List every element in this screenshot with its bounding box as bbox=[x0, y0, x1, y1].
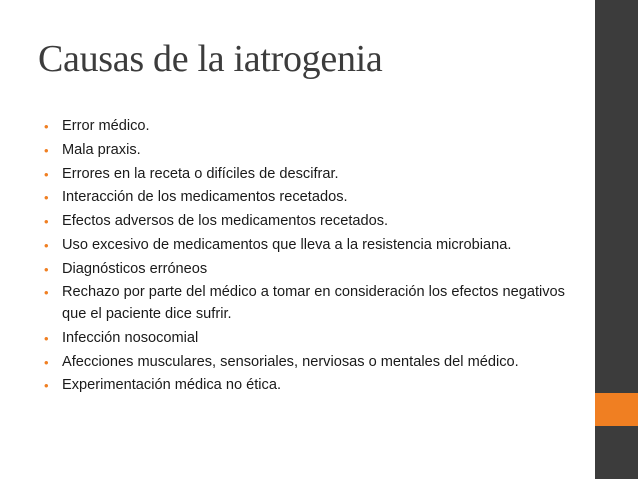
bullet-item bbox=[44, 235, 584, 257]
bullet-item bbox=[44, 259, 584, 281]
bullet-dot-icon: • bbox=[44, 261, 49, 277]
bullet-dot-icon: • bbox=[44, 142, 49, 158]
bullet-list bbox=[44, 116, 584, 399]
side-bar-accent bbox=[595, 393, 638, 426]
bullet-text: Experimentación médica no ética. bbox=[62, 377, 282, 394]
bullet-item bbox=[44, 211, 584, 233]
bullet-dot-icon: • bbox=[44, 237, 49, 253]
bullet-text: Mala praxis. bbox=[62, 141, 141, 158]
bullet-text: Interacción de los medicamentos recetados. bbox=[62, 189, 348, 206]
bullet-item bbox=[44, 282, 584, 325]
bullet-dot-icon: • bbox=[44, 354, 49, 370]
bullet-item bbox=[44, 164, 584, 186]
bullet-text: Rechazo por parte del médico a tomar en consideración los efectos negativos que el paciente dice sufrir. bbox=[62, 284, 565, 323]
bullet-text: Error médico. bbox=[62, 118, 150, 134]
bullet-dot-icon: • bbox=[44, 166, 49, 182]
bullet-text: Errores en la receta o difíciles de descifrar. bbox=[62, 165, 339, 182]
bullet-item bbox=[44, 375, 584, 397]
bullet-dot-icon: • bbox=[44, 330, 49, 346]
bullet-item bbox=[44, 352, 584, 374]
bullet-text: Uso excesivo de medicamentos que lleva a la resistencia microbiana. bbox=[62, 236, 512, 253]
bullet-item bbox=[44, 140, 584, 162]
bullet-dot-icon: • bbox=[44, 378, 49, 394]
bullet-dot-icon: • bbox=[44, 214, 49, 230]
bullet-dot-icon: • bbox=[44, 285, 49, 301]
bullet-dot-icon: • bbox=[44, 190, 49, 206]
bullet-text: Afecciones musculares, sensoriales, nerviosas o mentales del médico. bbox=[62, 353, 519, 370]
bullet-text: Efectos adversos de los medicamentos recetados. bbox=[62, 213, 389, 230]
bullet-item bbox=[44, 328, 584, 350]
bullet-item bbox=[44, 187, 584, 209]
bullet-item bbox=[44, 116, 584, 138]
slide-title: Causas de la iatrogenia bbox=[38, 38, 383, 80]
bullet-text: Infección nosocomial bbox=[62, 329, 199, 346]
bullet-text: Diagnósticos erróneos bbox=[62, 260, 208, 277]
bullet-dot-icon: • bbox=[44, 119, 49, 134]
